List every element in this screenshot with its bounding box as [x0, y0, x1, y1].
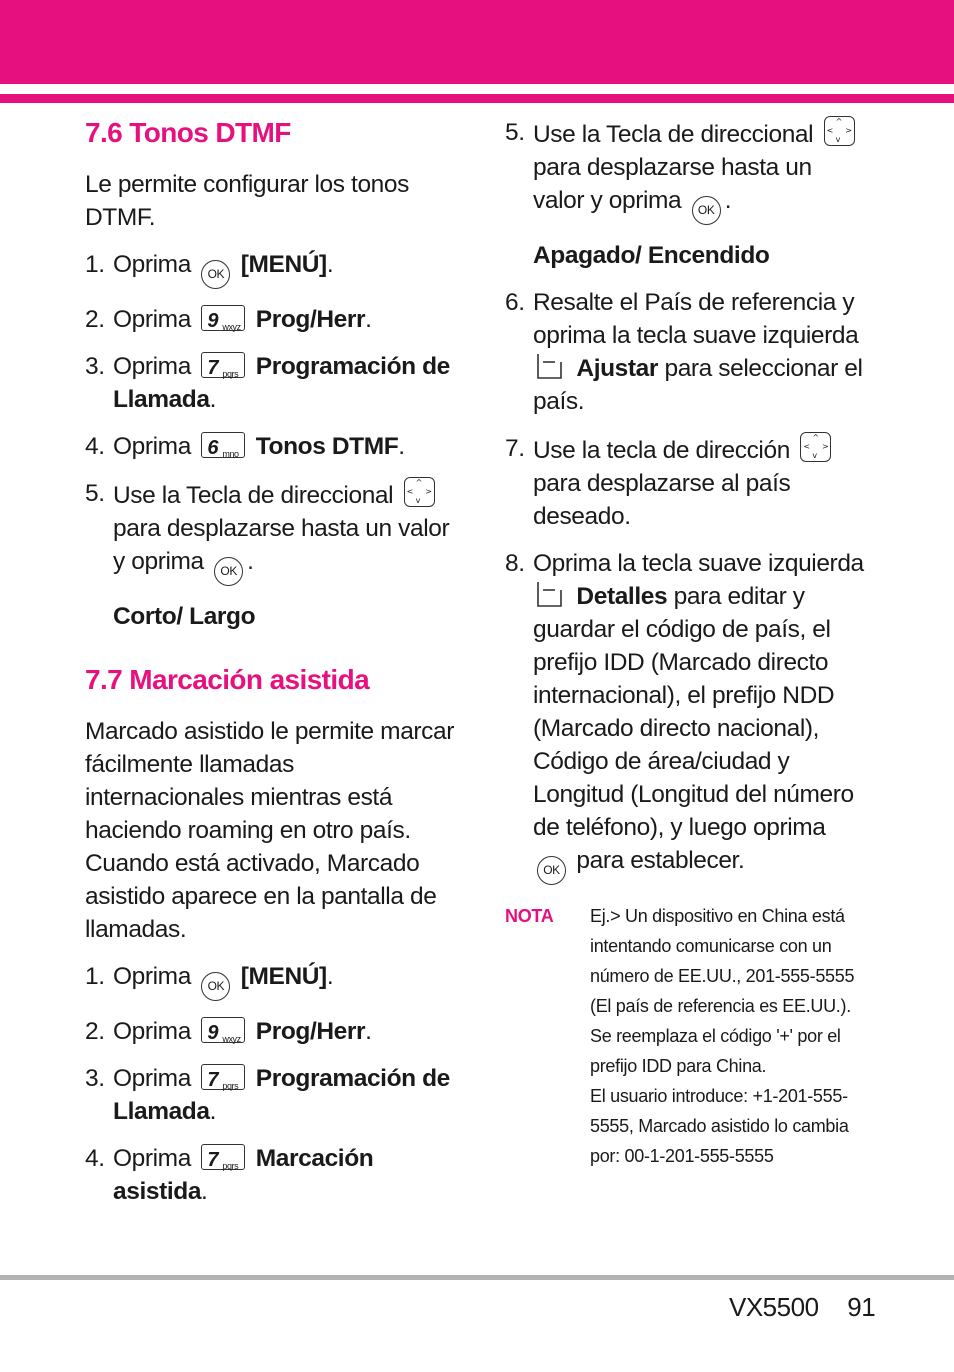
- assisted-step-2: 2. Oprima 9 wxyz Prog/Herr.: [85, 1018, 372, 1045]
- assisted-step-7: 7. Use la tecla de dirección ^ v < > para desplazarse al país deseado.: [505, 432, 865, 533]
- note-line: (El país de referencia es EE.UU.).: [590, 996, 851, 1016]
- right-column: [505, 116, 865, 1171]
- section-title-dtmf: 7.6 Tonos DTMF: [85, 117, 291, 148]
- note-line: por: 00-1-201-555-5555: [590, 1146, 774, 1166]
- note-box: [505, 901, 865, 1171]
- header-rule: [0, 94, 954, 103]
- navigation-key-icon: ^ v < >: [824, 116, 855, 146]
- key-6-icon: 6 mno: [201, 432, 245, 458]
- key-9-icon: 9 wxyz: [201, 1017, 245, 1043]
- page-number: 91: [847, 1292, 876, 1322]
- assisted-step-3: 3. Oprima 7 pqrs Programación de Llamada.: [85, 1065, 450, 1125]
- note-line: Se reemplaza el código '+' por el: [590, 1026, 841, 1046]
- navigation-key-icon: ^ v < >: [800, 432, 831, 462]
- assisted-option: Apagado/ Encendido: [533, 242, 770, 269]
- left-column: [85, 112, 457, 1208]
- footer: [729, 1292, 875, 1323]
- dtmf-option: Corto/ Largo: [113, 603, 256, 630]
- dtmf-step-4: 4. Oprima 6 mno Tonos DTMF.: [85, 433, 405, 460]
- key-9-icon: 9 wxyz: [201, 305, 245, 331]
- assisted-intro: Marcado asistido le permite marcar fácilmente llamadas internacionales mientras está haciendo roaming en otro país. Cuando está activado, Marcado asistido aparece en la pantalla de llamadas.: [85, 718, 455, 943]
- dtmf-intro: Le permite configurar los tonos DTMF.: [85, 171, 409, 231]
- note-line: intentando comunicarse con un: [590, 936, 832, 956]
- note-line: prefijo IDD para China.: [590, 1056, 767, 1076]
- note-line: número de EE.UU., 201-555-5555: [590, 966, 855, 986]
- dtmf-step-1: 1. Oprima OK [MENÚ].: [85, 248, 457, 289]
- note-line: 5555, Marcado asistido lo cambia: [590, 1116, 849, 1136]
- note-line: Ej.> Un dispositivo en China está: [590, 906, 845, 926]
- assisted-step-8: 8. Oprima la tecla suave izquierda Detalles para editar y guardar el código de país, el prefijo IDD (Marcado directo internacional), el prefijo NDD (Marcado directo nacional), Código de área/ciudad y Longitud (Longitud del número de teléfono), y luego oprima OK para establecer.: [505, 547, 865, 885]
- assisted-step-5: 5. Use la Tecla de direccional ^ v < > para desplazarse hasta un valor y oprima OK .: [505, 116, 865, 225]
- footer-rule: [0, 1275, 954, 1280]
- note-label: NOTA: [505, 906, 554, 926]
- ok-key-icon: OK: [214, 557, 243, 586]
- key-7-icon: 7 pqrs: [201, 352, 245, 378]
- dtmf-step-3: 3. Oprima 7 pqrs Programación de Llamada.: [85, 353, 450, 413]
- key-7-icon: 7 pqrs: [201, 1064, 245, 1090]
- ok-key-icon: OK: [201, 972, 230, 1001]
- assisted-step-1: 1. Oprima OK [MENÚ].: [85, 960, 457, 1001]
- ok-key-icon: OK: [692, 196, 721, 225]
- left-soft-key-icon: [535, 352, 564, 380]
- header-band: [0, 0, 954, 84]
- model-name: VX5500: [729, 1292, 819, 1322]
- dtmf-step-5: 5. Use la Tecla de direccional ^ v < > para desplazarse hasta un valor y oprima OK .: [85, 477, 457, 586]
- navigation-key-icon: ^ v < >: [404, 477, 435, 507]
- key-7-icon: 7 pqrs: [201, 1144, 245, 1170]
- section-title-assisted-dialing: 7.7 Marcación asistida: [85, 664, 370, 695]
- dtmf-step-2: 2. Oprima 9 wxyz Prog/Herr.: [85, 306, 372, 333]
- ok-key-icon: OK: [537, 856, 566, 885]
- left-soft-key-icon: [535, 580, 564, 608]
- assisted-step-6: 6. Resalte el País de referencia y oprima la tecla suave izquierda Ajustar para seleccionar el país.: [505, 289, 863, 415]
- note-line: El usuario introduce: +1-201-555-: [590, 1086, 848, 1106]
- assisted-step-4: 4. Oprima 7 pqrs Marcación asistida.: [85, 1145, 374, 1205]
- ok-key-icon: OK: [201, 260, 230, 289]
